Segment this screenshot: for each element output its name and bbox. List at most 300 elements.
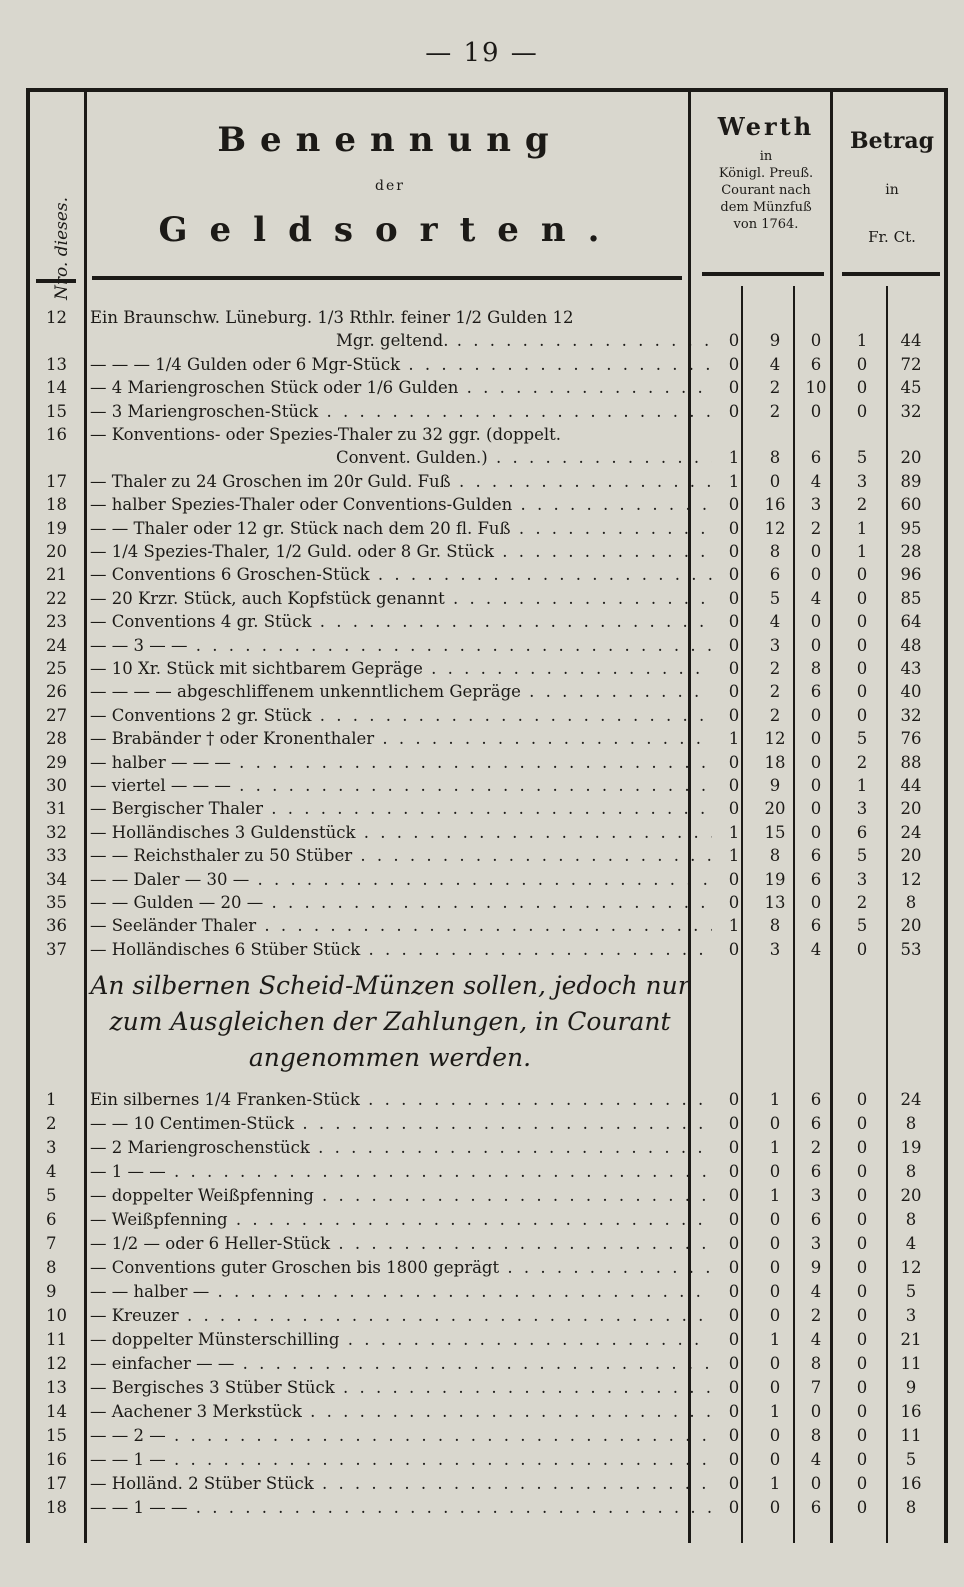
row-number: 17 — [46, 471, 67, 491]
value-cell: 43 — [900, 659, 922, 678]
value-cell: 6 — [810, 1090, 822, 1109]
row-description: — — halber — . . . — [90, 1282, 712, 1301]
value-cell: 0 — [728, 612, 740, 632]
row-number: 6 — [46, 1210, 57, 1229]
value-cell: 0 — [728, 565, 740, 585]
value-cell: 0 — [728, 1450, 740, 1469]
value-cell: 0 — [856, 1090, 868, 1109]
value-cell: 1 — [856, 518, 868, 538]
value-cell: 1 — [728, 916, 740, 936]
value-cell: 9 — [769, 776, 781, 795]
value-cell: 8 — [810, 1426, 822, 1445]
header-rule-betrag — [842, 272, 940, 276]
value-cell: 0 — [769, 1426, 781, 1445]
value-cell: 0 — [769, 1258, 781, 1277]
row-number: 2 — [46, 1114, 57, 1133]
value-cell: 2 — [810, 518, 822, 538]
value-cell: 1 — [769, 1474, 781, 1493]
value-cell: 8 — [905, 1114, 917, 1133]
value-cell: 0 — [810, 776, 822, 795]
value-cell: 19 — [900, 1138, 922, 1157]
value-cell: 0 — [769, 1306, 781, 1325]
value-cell: 60 — [900, 495, 922, 515]
value-cell: 1 — [769, 1090, 781, 1109]
value-cell: 0 — [728, 893, 740, 912]
value-cell: 16 — [900, 1474, 922, 1493]
row-number: 9 — [46, 1282, 57, 1301]
value-cell: 1 — [769, 1138, 781, 1157]
value-cell: 0 — [769, 1162, 781, 1181]
row-description: — — — — abgeschliffenem unkenntlichem Gepräge . . . — [90, 682, 712, 701]
value-cell: 0 — [728, 939, 740, 959]
value-cell: 6 — [810, 869, 822, 889]
value-cell: 0 — [728, 354, 740, 374]
value-cell: 11 — [900, 1354, 922, 1373]
row-number: 12 — [46, 308, 67, 327]
value-cell: 9 — [769, 331, 781, 351]
value-cell: 0 — [856, 1330, 868, 1349]
value-cell: 4 — [810, 588, 822, 608]
value-cell: 3 — [810, 1234, 822, 1253]
value-cell: 8 — [810, 1354, 822, 1373]
row-description: — viertel — — — . . . — [90, 776, 712, 795]
row-number: 14 — [46, 1402, 67, 1421]
value-cell: 12 — [764, 729, 786, 749]
value-cell: 88 — [900, 752, 922, 772]
value-cell: 0 — [810, 612, 822, 632]
value-cell: 2 — [810, 1138, 822, 1157]
title-benennung: Benennung — [217, 120, 563, 160]
row-number: 14 — [46, 378, 67, 398]
row-description: — Holländisches 6 Stüber Stück . . . — [90, 940, 712, 959]
row-number: 20 — [46, 542, 67, 561]
value-cell: 0 — [728, 1378, 740, 1397]
row-number: 26 — [46, 682, 67, 702]
row-description: — Thaler zu 24 Groschen im 20r Guld. Fuß . . . — [90, 472, 712, 491]
betrag-unit: Fr. Ct. — [868, 228, 916, 246]
row-number: 7 — [46, 1234, 57, 1253]
row-description: — Aachener 3 Merkstück . . . — [90, 1402, 712, 1421]
value-cell: 1 — [728, 822, 740, 842]
value-cell: 15 — [764, 822, 786, 842]
row-description: — 2 Mariengroschenstück . . . — [90, 1138, 712, 1157]
value-cell: 16 — [900, 1402, 922, 1421]
row-number: 11 — [46, 1330, 67, 1349]
row-number: 24 — [46, 635, 67, 655]
row-description: — — 1 — — . . . — [90, 1498, 712, 1517]
row-description: — Kreuzer . . . — [90, 1306, 712, 1325]
value-cell: 0 — [856, 1258, 868, 1277]
row-number: 28 — [46, 729, 67, 749]
row-number: 13 — [46, 1378, 67, 1397]
value-cell: 6 — [810, 448, 822, 468]
value-cell: 0 — [856, 1186, 868, 1205]
row-number: 17 — [46, 1474, 67, 1493]
value-cell: 8 — [905, 1498, 917, 1517]
value-cell: 8 — [769, 448, 781, 468]
value-cell: 32 — [900, 705, 922, 725]
value-cell: 2 — [856, 495, 868, 515]
value-cell: 6 — [810, 682, 822, 702]
value-cell: 4 — [810, 471, 822, 491]
title-der: der — [375, 178, 405, 194]
value-cell: 0 — [769, 1378, 781, 1397]
value-cell: 0 — [728, 518, 740, 538]
value-cell: 0 — [728, 542, 740, 561]
value-cell: 12 — [764, 518, 786, 538]
value-cell: 0 — [856, 1426, 868, 1445]
value-cell: 0 — [810, 1474, 822, 1493]
row-description: — Konventions- oder Spezies-Thaler zu 32 ggr. (doppelt. — [90, 425, 561, 444]
value-cell: 2 — [856, 752, 868, 772]
value-cell: 44 — [900, 331, 922, 351]
value-cell: 3 — [856, 869, 868, 889]
value-cell: 20 — [764, 799, 786, 819]
value-cell: 2 — [856, 893, 868, 912]
value-cell: 0 — [769, 1282, 781, 1301]
row-description: — Weißpfenning . . . — [90, 1210, 712, 1229]
row-description: — 1/4 Spezies-Thaler, 1/2 Guld. oder 8 Gr. Stück . . . — [90, 542, 712, 561]
row-number: 37 — [46, 939, 67, 959]
row-number: 31 — [46, 799, 67, 819]
value-cell: 0 — [856, 1210, 868, 1229]
row-description: — Holländisches 3 Guldenstück . . . — [90, 823, 712, 842]
value-cell: 0 — [728, 752, 740, 772]
row-description: — 3 Mariengroschen-Stück . . . — [90, 402, 712, 421]
value-cell: 5 — [856, 916, 868, 936]
row-number: 18 — [46, 1498, 67, 1517]
value-cell: 3 — [810, 495, 822, 515]
value-cell: 4 — [810, 1450, 822, 1469]
value-cell: 96 — [900, 565, 922, 585]
row-number: 32 — [46, 822, 67, 842]
value-cell: 20 — [900, 846, 922, 866]
value-cell: 0 — [856, 378, 868, 398]
value-cell: 0 — [810, 331, 822, 351]
value-cell: 11 — [900, 1426, 922, 1445]
value-cell: 0 — [728, 1282, 740, 1301]
value-cell: 0 — [856, 1354, 868, 1373]
row-description: — Conventions 2 gr. Stück . . . — [90, 706, 712, 725]
row-description: Ein silbernes 1/4 Franken-Stück . . . — [90, 1090, 712, 1109]
value-cell: 1 — [769, 1186, 781, 1205]
value-cell: 89 — [900, 471, 922, 491]
value-cell: 0 — [856, 1234, 868, 1253]
row-number: 22 — [46, 588, 67, 608]
row-description: — doppelter Weißpfenning . . . — [90, 1186, 712, 1205]
value-cell: 40 — [900, 682, 922, 702]
value-cell: 6 — [810, 1498, 822, 1517]
value-cell: 8 — [769, 846, 781, 866]
value-cell: 20 — [900, 1186, 922, 1205]
value-cell: 0 — [728, 1210, 740, 1229]
value-cell: 0 — [810, 752, 822, 772]
value-cell: 2 — [769, 705, 781, 725]
value-cell: 4 — [905, 1234, 917, 1253]
value-cell: 95 — [900, 518, 922, 538]
value-cell: 4 — [769, 354, 781, 374]
row-number: 3 — [46, 1138, 57, 1157]
row-description: — Conventions 4 gr. Stück . . . — [90, 612, 712, 631]
value-cell: 0 — [810, 635, 822, 655]
value-cell: 6 — [810, 1114, 822, 1133]
value-cell: 4 — [769, 612, 781, 632]
row-number: 10 — [46, 1306, 67, 1325]
row-description: — Brabänder † oder Kronenthaler . . . — [90, 729, 712, 748]
value-cell: 8 — [769, 916, 781, 936]
row-number: 23 — [46, 612, 67, 632]
value-cell: 0 — [856, 705, 868, 725]
value-cell: 0 — [728, 776, 740, 795]
value-cell: 0 — [728, 1354, 740, 1373]
value-cell: 2 — [769, 401, 781, 421]
value-cell: 1 — [728, 729, 740, 749]
betrag-in: in — [885, 182, 899, 198]
value-cell: 0 — [856, 1378, 868, 1397]
page-number: — 19 — — [425, 38, 539, 68]
value-cell: 0 — [728, 1426, 740, 1445]
value-cell: 1 — [856, 542, 868, 561]
value-cell: 1 — [728, 471, 740, 491]
value-cell: 0 — [728, 401, 740, 421]
row-number: 1 — [46, 1090, 57, 1109]
row-number: 35 — [46, 893, 67, 912]
value-cell: 0 — [856, 401, 868, 421]
value-cell: 6 — [856, 822, 868, 842]
value-cell: 6 — [810, 354, 822, 374]
row-description: — Seeländer Thaler . . . — [90, 916, 712, 935]
row-description: — — 1 — . . . — [90, 1450, 712, 1469]
row-number: 15 — [46, 1426, 67, 1445]
row-description: — 4 Mariengroschen Stück oder 1/6 Gulden . . . — [90, 378, 712, 397]
value-cell: 0 — [728, 1090, 740, 1109]
row-description: — Holländ. 2 Stüber Stück . . . — [90, 1474, 712, 1493]
value-cell: 24 — [900, 822, 922, 842]
row-description: — halber — — — . . . — [90, 753, 712, 772]
value-cell: 53 — [900, 939, 922, 959]
value-cell: 0 — [856, 659, 868, 678]
row-number: 30 — [46, 776, 67, 795]
value-cell: 0 — [856, 1138, 868, 1157]
row-number: 18 — [46, 495, 67, 515]
row-description: — Bergisches 3 Stüber Stück . . . — [90, 1378, 712, 1397]
value-cell: 20 — [900, 799, 922, 819]
value-cell: 44 — [900, 776, 922, 795]
value-cell: 0 — [728, 378, 740, 398]
value-cell: 8 — [905, 1162, 917, 1181]
value-cell: 0 — [769, 1114, 781, 1133]
value-cell: 0 — [728, 1234, 740, 1253]
value-cell: 64 — [900, 612, 922, 632]
value-cell: 2 — [769, 378, 781, 398]
section-heading: An silbernen Scheid-Münzen sollen, jedoch nur zum Ausgleichen der Zahlungen, in Courant angenommen werden. — [90, 971, 690, 1072]
value-cell: 6 — [810, 846, 822, 866]
row-description: — einfacher — — . . . — [90, 1354, 712, 1373]
value-cell: 0 — [728, 495, 740, 515]
value-cell: 0 — [769, 1234, 781, 1253]
value-cell: 0 — [856, 1450, 868, 1469]
row-number: 21 — [46, 565, 67, 585]
row-description: — 1 — — . . . — [90, 1162, 712, 1181]
value-cell: 0 — [728, 659, 740, 678]
value-cell: 24 — [900, 1090, 922, 1109]
value-cell: 0 — [728, 799, 740, 819]
header-rule-werth — [702, 272, 824, 276]
value-cell: 8 — [905, 893, 917, 912]
row-description: — doppelter Münsterschilling . . . — [90, 1330, 712, 1349]
value-cell: 0 — [728, 1498, 740, 1517]
row-description: — — 2 — . . . — [90, 1426, 712, 1445]
value-cell: 76 — [900, 729, 922, 749]
value-cell: 0 — [728, 1138, 740, 1157]
row-description: — Conventions 6 Groschen-Stück . . . — [90, 565, 712, 584]
werth-heading: Werth — [717, 112, 815, 141]
value-cell: 0 — [810, 565, 822, 585]
row-description-continued: Convent. Gulden.) . . . — [336, 448, 712, 467]
row-description: — — Thaler oder 12 gr. Stück nach dem 20 fl. Fuß . . . — [90, 519, 712, 538]
value-cell: 0 — [728, 1330, 740, 1349]
value-cell: 18 — [764, 752, 786, 772]
value-cell: 0 — [856, 565, 868, 585]
row-description: — 1/2 — oder 6 Heller-Stück . . . — [90, 1234, 712, 1253]
row-description: — — 10 Centimen-Stück . . . — [90, 1114, 712, 1133]
value-cell: 0 — [856, 612, 868, 632]
value-cell: 20 — [900, 448, 922, 468]
value-cell: 0 — [769, 1498, 781, 1517]
row-description: — — 3 — — . . . — [90, 636, 712, 655]
value-cell: 45 — [900, 378, 922, 398]
value-cell: 0 — [728, 331, 740, 351]
value-cell: 8 — [905, 1210, 917, 1229]
value-cell: 0 — [810, 401, 822, 421]
value-cell: 1 — [769, 1330, 781, 1349]
value-cell: 12 — [900, 869, 922, 889]
value-cell: 0 — [856, 635, 868, 655]
row-number: 13 — [46, 354, 67, 374]
value-cell: 0 — [810, 542, 822, 561]
value-cell: 13 — [764, 893, 786, 912]
value-cell: 5 — [856, 448, 868, 468]
value-cell: 1 — [856, 331, 868, 351]
value-cell: 5 — [905, 1282, 917, 1301]
value-cell: 0 — [728, 1114, 740, 1133]
value-cell: 3 — [810, 1186, 822, 1205]
nr-column-label: Nro. dieses. — [52, 196, 72, 300]
value-cell: 6 — [810, 1210, 822, 1229]
value-cell: 0 — [856, 354, 868, 374]
row-number: 36 — [46, 916, 67, 936]
title-geldsorten: Geldsorten. — [158, 210, 622, 250]
row-number: 4 — [46, 1162, 57, 1181]
value-cell: 72 — [900, 354, 922, 374]
value-cell: 12 — [900, 1258, 922, 1277]
row-number: 34 — [46, 869, 67, 889]
value-cell: 0 — [728, 705, 740, 725]
value-cell: 21 — [900, 1330, 922, 1349]
value-cell: 6 — [810, 916, 822, 936]
row-number: 33 — [46, 846, 67, 866]
value-cell: 85 — [900, 588, 922, 608]
value-cell: 5 — [769, 588, 781, 608]
value-cell: 0 — [728, 869, 740, 889]
row-description: — — Gulden — 20 — . . . — [90, 893, 712, 912]
value-cell: 8 — [810, 659, 822, 678]
value-cell: 1 — [728, 846, 740, 866]
value-cell: 0 — [728, 1186, 740, 1205]
row-number: 16 — [46, 1450, 67, 1469]
row-description: — — Reichsthaler zu 50 Stüber . . . — [90, 846, 712, 865]
row-number: 15 — [46, 401, 67, 421]
value-cell: 28 — [900, 542, 922, 561]
value-cell: 19 — [764, 869, 786, 889]
row-number: 27 — [46, 705, 67, 725]
value-cell: 0 — [856, 682, 868, 702]
value-cell: 0 — [728, 588, 740, 608]
row-number: 19 — [46, 518, 67, 538]
row-description: — halber Spezies-Thaler oder Conventions-Gulden . . . — [90, 495, 712, 514]
value-cell: 0 — [769, 1210, 781, 1229]
value-cell: 0 — [810, 799, 822, 819]
value-cell: 9 — [810, 1258, 822, 1277]
betrag-heading: Betrag — [850, 128, 934, 154]
row-number: 16 — [46, 425, 67, 444]
value-cell: 0 — [728, 1402, 740, 1421]
value-cell: 6 — [769, 565, 781, 585]
value-cell: 0 — [810, 705, 822, 725]
row-number: 12 — [46, 1354, 67, 1373]
row-number: 5 — [46, 1186, 57, 1205]
value-cell: 0 — [856, 1306, 868, 1325]
value-cell: 5 — [856, 846, 868, 866]
value-cell: 0 — [856, 1402, 868, 1421]
value-cell: 0 — [728, 682, 740, 702]
werth-subheading: in Königl. Preuß. Courant nach dem Münzfuß von 1764. — [718, 149, 814, 232]
row-description: — 20 Krzr. Stück, auch Kopfstück genannt . . . — [90, 589, 712, 608]
value-cell: 0 — [728, 635, 740, 655]
value-cell: 0 — [728, 1306, 740, 1325]
value-cell: 0 — [856, 1114, 868, 1133]
value-cell: 5 — [905, 1450, 917, 1469]
value-cell: 3 — [856, 471, 868, 491]
row-description: Ein Braunschw. Lüneburg. 1/3 Rthlr. feiner 1/2 Gulden 12 — [90, 308, 574, 327]
value-cell: 7 — [810, 1378, 822, 1397]
value-cell: 2 — [810, 1306, 822, 1325]
value-cell: 0 — [856, 1474, 868, 1493]
value-cell: 3 — [769, 939, 781, 959]
row-number: 29 — [46, 752, 67, 772]
value-cell: 0 — [856, 588, 868, 608]
value-cell: 48 — [900, 635, 922, 655]
value-cell: 20 — [900, 916, 922, 936]
value-cell: 6 — [810, 1162, 822, 1181]
value-cell: 0 — [728, 1162, 740, 1181]
value-cell: 0 — [728, 1474, 740, 1493]
header-rule-desc — [92, 276, 682, 280]
value-cell: 0 — [810, 729, 822, 749]
value-cell: 1 — [769, 1402, 781, 1421]
value-cell: 3 — [856, 799, 868, 819]
row-description-continued: Mgr. geltend. . . . — [336, 331, 712, 350]
value-cell: 0 — [769, 1450, 781, 1469]
value-cell: 3 — [769, 635, 781, 655]
value-cell: 4 — [810, 1282, 822, 1301]
value-cell: 1 — [728, 448, 740, 468]
value-cell: 0 — [769, 471, 781, 491]
value-cell: 3 — [905, 1306, 917, 1325]
row-number: 8 — [46, 1258, 57, 1277]
value-cell: 0 — [769, 1354, 781, 1373]
row-description: — Conventions guter Groschen bis 1800 geprägt . . . — [90, 1258, 712, 1277]
